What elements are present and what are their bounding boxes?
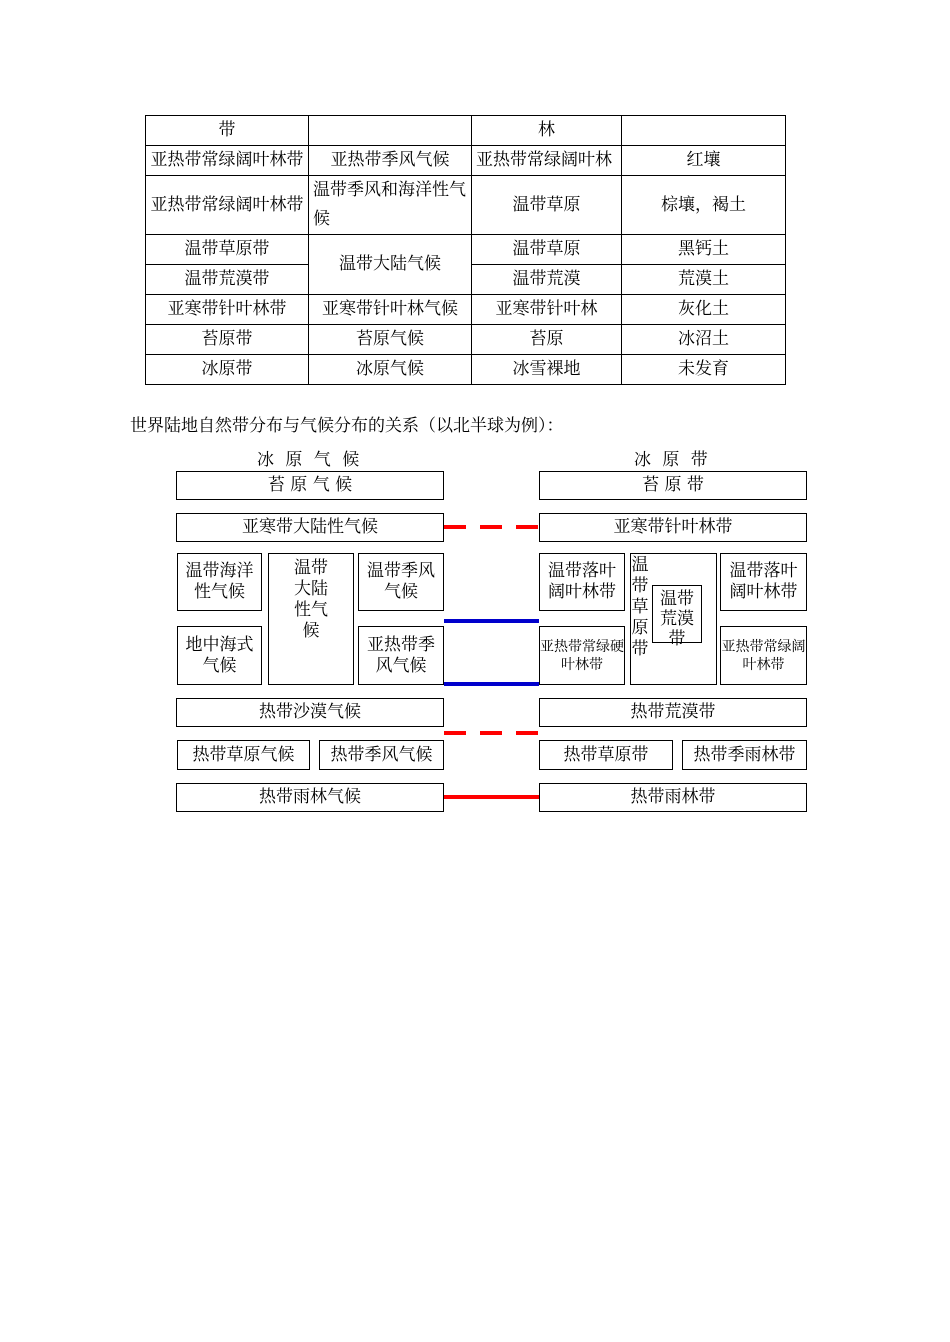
mediterranean-climate-label: 地中海式气候 (185, 634, 254, 676)
tropical-monsoon-zone-label: 热带季雨林带 (693, 744, 796, 765)
tundra-zone-label: 苔 原 带 (642, 475, 704, 495)
table-cell: 亚热带常绿阔叶林 (472, 146, 622, 176)
tropical-savanna-zone-label: 热带草原带 (563, 744, 649, 765)
table-cell: 温带草原带 (146, 235, 309, 265)
table-cell: 亚热带常绿阔叶林带 (146, 176, 309, 235)
tropical-rainforest-zone-label: 热带雨林带 (630, 787, 716, 807)
tropical-rainforest-climate-box (176, 783, 444, 812)
table-cell: 亚热带常绿阔叶林带 (146, 146, 309, 176)
temperate-grassland-zone-label: 温带草原带 (631, 555, 649, 659)
taiga-zone-box (539, 513, 807, 542)
temperate-monsoon-climate-box (358, 553, 444, 611)
subtropical-sclerophyll-zone-label: 亚热带常绿硬叶林带 (540, 638, 624, 673)
tropical-savanna-climate-box (177, 740, 310, 770)
ice-cap-zone-header: 冰 原 带 (634, 450, 711, 470)
temperate-monsoon-climate-label: 温带季风气候 (367, 561, 435, 602)
subtropical-monsoon-climate-label: 亚热带季风气候 (367, 634, 435, 676)
tropical-monsoon-zone-box (682, 740, 807, 770)
subtropical-sclerophyll-zone-box (539, 626, 625, 685)
mediterranean-climate-box (177, 626, 262, 685)
table-cell: 温带草原 (472, 235, 622, 265)
subtropical-broadleaf-zone-box (720, 626, 807, 685)
table-cell: 棕壤，褐土 (622, 176, 786, 235)
table-cell: 苔原 (472, 325, 622, 355)
table-cell: 林 (472, 116, 622, 146)
tundra-zone-box (539, 471, 807, 500)
temperate-desert-zone-box (652, 585, 702, 649)
temperate-continental-climate-label: 温带大陆性气候 (294, 558, 328, 641)
table-cell: 黑钙土 (622, 235, 786, 265)
tropical-monsoon-climate-box (319, 740, 444, 770)
table-cell: 温带荒漠带 (146, 265, 309, 295)
temperate-deciduous-zone-label-right: 温带落叶阔叶林带 (729, 561, 798, 602)
tropical-desert-zone-label: 热带荒漠带 (630, 702, 716, 722)
table-cell: 温带荒漠 (472, 265, 622, 295)
subtropical-monsoon-climate-box (358, 626, 444, 685)
table-cell: 灰化土 (622, 295, 786, 325)
table-cell: 冰沼土 (622, 325, 786, 355)
table-cell: 亚寒带针叶林 (472, 295, 622, 325)
temperate-deciduous-zone-box-left (539, 553, 625, 611)
table-cell: 温带大陆气候 (309, 235, 472, 295)
table-cell: 冰原气候 (309, 355, 472, 385)
tundra-climate-label: 苔 原 气 候 (267, 475, 353, 495)
table-cell: 苔原气候 (309, 325, 472, 355)
tropical-desert-climate-label: 热带沙漠气候 (259, 702, 361, 722)
subarctic-climate-label: 亚寒带大陆性气候 (242, 517, 378, 537)
table-cell: 亚寒带针叶林带 (146, 295, 309, 325)
table-cell: 温带季风和海洋性气候 (309, 176, 472, 235)
subtropical-broadleaf-zone-label: 亚热带常绿阔叶林带 (721, 638, 806, 673)
taiga-zone-label: 亚寒带针叶林带 (613, 517, 733, 537)
tropical-rainforest-zone-box (539, 783, 807, 812)
temperate-maritime-climate-label: 温带海洋性气候 (185, 561, 254, 602)
temperate-maritime-climate-box (177, 553, 262, 611)
tropical-rainforest-climate-label: 热带雨林气候 (259, 787, 361, 807)
table-cell: 冰原带 (146, 355, 309, 385)
temperate-deciduous-zone-box-right (720, 553, 807, 611)
tropical-monsoon-climate-label: 热带季风气候 (330, 744, 433, 765)
temperate-desert-zone-label: 温带荒漠带 (660, 589, 694, 649)
subarctic-climate-box (176, 513, 444, 542)
table-cell: 亚热带季风气候 (309, 146, 472, 176)
table-cell: 红壤 (622, 146, 786, 176)
tropical-savanna-climate-label: 热带草原气候 (192, 744, 295, 765)
table-cell: 冰雪裸地 (472, 355, 622, 385)
table-cell: 带 (146, 116, 309, 146)
table-cell: 荒漠土 (622, 265, 786, 295)
tundra-climate-box (176, 471, 444, 500)
temperate-deciduous-zone-label-left: 温带落叶阔叶林带 (548, 561, 616, 602)
tropical-savanna-zone-box (539, 740, 673, 770)
ice-cap-climate-header: 冰 原 气 候 (257, 450, 363, 470)
tropical-desert-climate-box (176, 698, 444, 727)
table-cell: 苔原带 (146, 325, 309, 355)
table-cell: 亚寒带针叶林气候 (309, 295, 472, 325)
table-cell: 未发育 (622, 355, 786, 385)
temperate-continental-climate-box (268, 553, 354, 685)
table-cell: 温带草原 (472, 176, 622, 235)
diagram-caption: 世界陆地自然带分布与气候分布的关系（以北半球为例）： (130, 416, 564, 436)
tropical-desert-zone-box (539, 698, 807, 727)
